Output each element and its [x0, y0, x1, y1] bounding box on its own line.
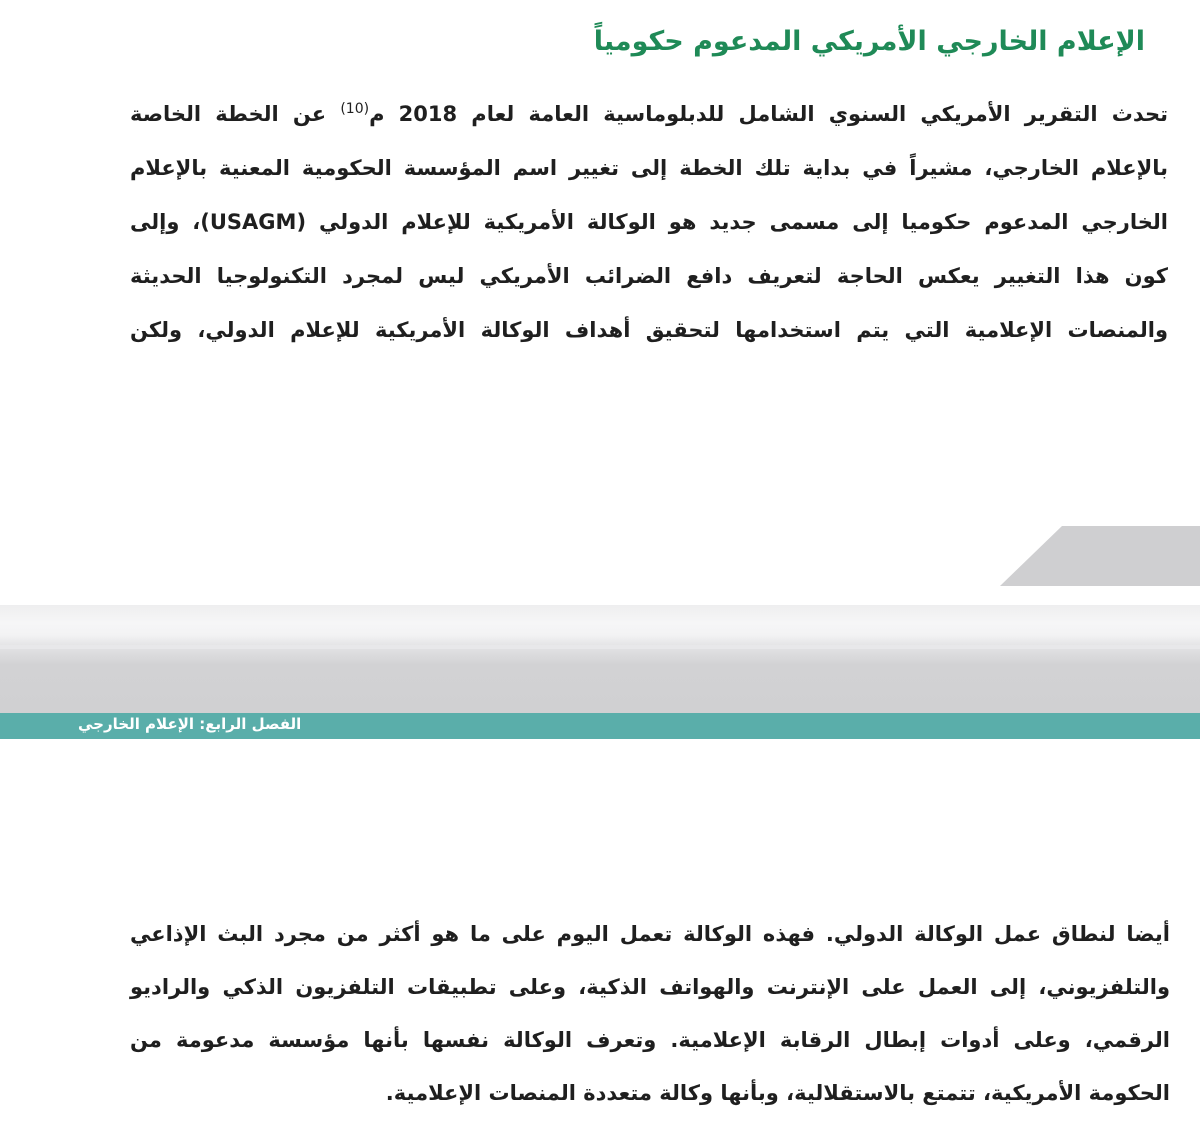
bottom-paragraph-line-2: والتلفزيوني، إلى العمل على الإنترنت والهواتف الذكية، وعلى تطبيقات التلفزيون الذكي والراديو — [130, 975, 1170, 999]
paragraph-line-4: كون هذا التغيير يعكس الحاجة لتعريف دافع الضرائب الأمريكي ليس لمجرد التكنولوجيا الحديثة — [130, 264, 1168, 288]
page-gap-highlight — [0, 645, 1200, 649]
paragraph-line-5: والمنصات الإعلامية التي يتم استخدامها لتحقيق أهداف الوكالة الأمريكية للإعلام الدولي، ولكن — [130, 318, 1168, 342]
bottom-paragraph-line-4: الحكومة الأمريكية، تتمتع بالاستقلالية، وبأنها وكالة متعددة المنصات الإعلامية. — [385, 1081, 1170, 1105]
bottom-paragraph-line-3: الرقمي، وعلى أدوات إبطال الرقابة الإعلامية. وتعرف الوكالة نفسها بأنها مؤسسة مدعومة من — [130, 1028, 1170, 1052]
section-heading: الإعلام الخارجي الأمريكي المدعوم حكومياً — [593, 26, 1145, 57]
paragraph-line-3: الخارجي المدعوم حكوميا إلى مسمى جديد هو الوكالة الأمريكية للإعلام الدولي (USAGM)، وإلى — [130, 210, 1168, 234]
page-gap-band — [0, 605, 1200, 713]
chapter-label: الفصل الرابع: الإعلام الخارجي — [78, 715, 302, 733]
bottom-paragraph — [130, 908, 1170, 1120]
bottom-paragraph-line-1: أيضا لنطاق عمل الوكالة الدولي. فهذه الوكالة تعمل اليوم على ما هو أكثر من مجرد البث الإذاعي — [130, 922, 1170, 946]
chapter-header-strip — [0, 713, 1200, 739]
footnote-marker[interactable]: (10) — [340, 101, 370, 117]
paragraph-line-2: بالإعلام الخارجي، مشيراً في بداية تلك الخطة إلى تغيير اسم المؤسسة الحكومية المعنية بالإعلام — [130, 156, 1168, 180]
top-paragraph — [130, 82, 1168, 357]
paragraph-line-1-tail: عن الخطة الخاصة — [130, 102, 341, 126]
page-corner-tab-shape — [1000, 526, 1200, 586]
paragraph-line-1-text: تحدث التقرير الأمريكي السنوي الشامل للدبلوماسية العامة لعام 2018 م — [369, 102, 1169, 126]
paragraph-line-1 — [130, 82, 1168, 141]
